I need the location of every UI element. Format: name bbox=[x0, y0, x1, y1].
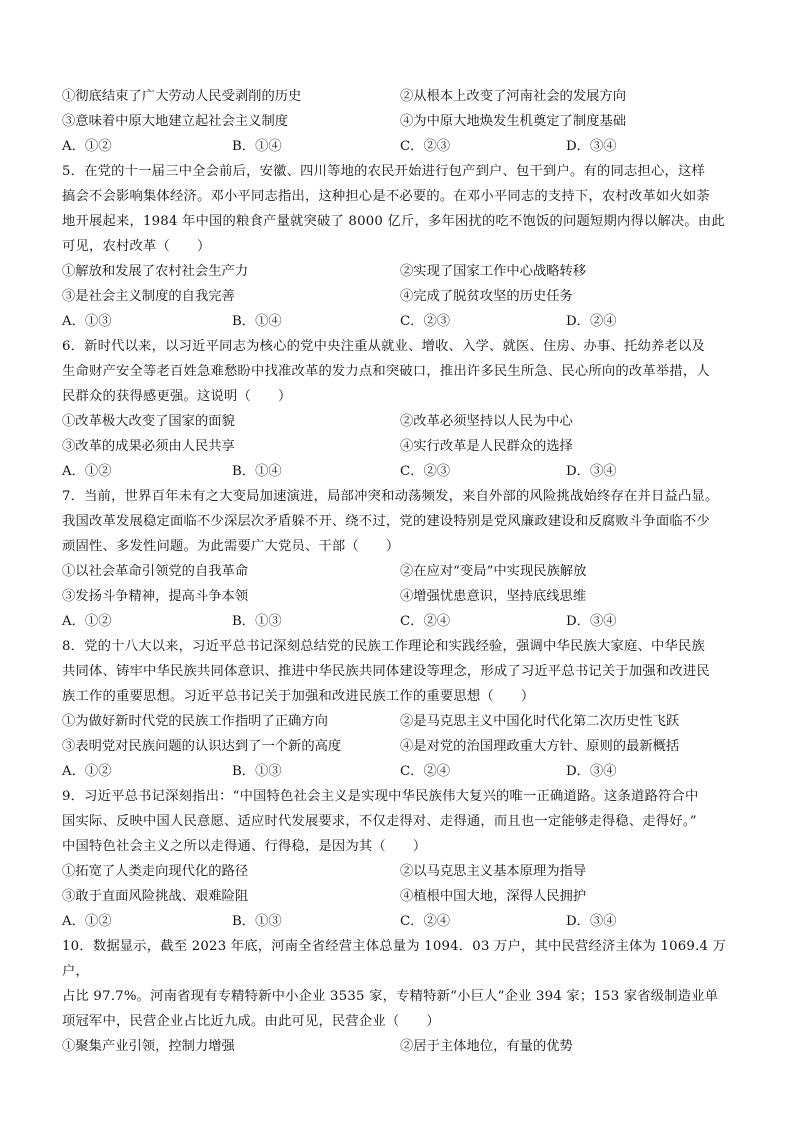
option-2: ②在应对“变局”中实现民族解放 bbox=[400, 564, 587, 579]
options-row bbox=[62, 259, 742, 284]
stem-line: 地开展起来，1984 年中国的粮食产量就突破了 8000 亿斤，多年困扰的吃不饱饭的问题短期内得以解决。由此 bbox=[62, 214, 725, 229]
choice-b: B．①③ bbox=[232, 764, 282, 779]
choice-a: A．①③ bbox=[62, 314, 112, 329]
choice-d: D．③④ bbox=[566, 464, 617, 479]
options-row bbox=[62, 559, 742, 584]
option-4: ④实行改革是人民群众的选择 bbox=[400, 439, 573, 454]
stem-line: 可见，农村改革（ ） bbox=[62, 239, 211, 254]
question-5 bbox=[62, 159, 742, 334]
stem-line: 8．党的十八大以来，习近平总书记深刻总结党的民族工作理论和实践经验，强调中华民族大家庭、中华民族 bbox=[62, 639, 706, 654]
option-4: ④增强忧患意识，坚持底线思维 bbox=[400, 589, 587, 604]
question-6 bbox=[62, 334, 742, 484]
option-2: ②实现了国家工作中心战略转移 bbox=[400, 264, 587, 279]
stem-line: 6．新时代以来，以习近平同志为核心的党中央注重从就业、增收、入学、就医、住房、办事、托幼养老以及 bbox=[62, 339, 706, 354]
options-row bbox=[62, 1034, 742, 1059]
question-stem bbox=[62, 634, 742, 709]
stem-line: 国实际、反映中国人民意愿、适应时代发展要求，不仅走得对、走得通，而且也一定能够走得稳、走得好。” bbox=[62, 814, 697, 829]
options-row bbox=[62, 84, 742, 109]
choice-b: B．①④ bbox=[232, 314, 282, 329]
choice-c: C．②③ bbox=[400, 314, 451, 329]
choice-a: A．①② bbox=[62, 139, 112, 154]
option-2: ②改革必须坚持以人民为中心 bbox=[400, 414, 573, 429]
choice-a: A．①② bbox=[62, 614, 112, 629]
option-4: ④是对党的治国理政重大方针、原则的最新概括 bbox=[400, 739, 680, 754]
option-1: ①改革极大改变了国家的面貌 bbox=[62, 414, 235, 429]
option-4: ④为中原大地焕发生机奠定了制度基础 bbox=[400, 114, 627, 129]
options-row bbox=[62, 434, 742, 459]
choice-c: C．②③ bbox=[400, 464, 451, 479]
option-1: ①为做好新时代党的民族工作指明了正确方向 bbox=[62, 714, 328, 729]
option-1: ①彻底结束了广大劳动人民受剥削的历史 bbox=[62, 89, 302, 104]
option-1: ①聚集产业引领，控制力增强 bbox=[62, 1039, 235, 1054]
choices-row bbox=[62, 459, 742, 484]
stem-line: 族工作的重要思想。习近平总书记关于加强和改进民族工作的重要思想（ ） bbox=[62, 689, 535, 704]
question-7 bbox=[62, 484, 742, 634]
question-4 bbox=[62, 84, 742, 159]
choice-b: B．①③ bbox=[232, 614, 282, 629]
choice-a: A．①② bbox=[62, 764, 112, 779]
stem-line: 10．数据显示，截至 2023 年底，河南全省经营主体总量为 1094．03 万户，其中民营经济主体为 1069.4 万户， bbox=[62, 939, 727, 979]
option-2: ②以马克思主义基本原理为指导 bbox=[400, 864, 587, 879]
options-row bbox=[62, 859, 742, 884]
option-3: ③改革的成果必须由人民共享 bbox=[62, 439, 235, 454]
stem-line: 顽固性、多发性问题。为此需要广大党员、干部（ ） bbox=[62, 539, 400, 554]
option-1: ①以社会革命引领党的自我革命 bbox=[62, 564, 249, 579]
choices-row bbox=[62, 134, 742, 159]
choice-b: B．①③ bbox=[232, 914, 282, 929]
choice-b: B．①④ bbox=[232, 464, 282, 479]
options-row bbox=[62, 284, 742, 309]
option-2: ②居于主体地位，有量的优势 bbox=[400, 1039, 573, 1054]
stem-line: 占比 97.7%。河南省现有专精特新中小企业 3535 家，专精特新“小巨人”企业 394 家；153 家省级制造业单 bbox=[62, 989, 719, 1004]
option-3: ③发扬斗争精神，提高斗争本领 bbox=[62, 589, 249, 604]
stem-line: 中国特色社会主义之所以走得通、行得稳，是因为其（ ） bbox=[62, 839, 427, 854]
options-row bbox=[62, 584, 742, 609]
option-2: ②从根本上改变了河南社会的发展方向 bbox=[400, 89, 627, 104]
question-stem bbox=[62, 484, 742, 559]
question-10 bbox=[62, 934, 742, 1059]
question-8 bbox=[62, 634, 742, 784]
option-1: ①解放和发展了农村社会生产力 bbox=[62, 264, 249, 279]
options-row bbox=[62, 409, 742, 434]
choice-d: D．②④ bbox=[566, 314, 617, 329]
stem-line: 民群众的获得感更强。这说明（ ） bbox=[62, 389, 292, 404]
choice-d: D．③④ bbox=[566, 914, 617, 929]
question-stem bbox=[62, 159, 742, 259]
stem-line: 7．当前，世界百年未有之大变局加速演进，局部冲突和动荡频发，来自外部的风险挑战始终存在并日益凸显。 bbox=[62, 489, 719, 504]
question-stem bbox=[62, 784, 742, 859]
options-row bbox=[62, 734, 742, 759]
options-row bbox=[62, 709, 742, 734]
choices-row bbox=[62, 309, 742, 334]
stem-line: 共同体、铸牢中华民族共同体意识、推进中华民族共同体建设等理念，形成了习近平总书记关于加强和改进民 bbox=[62, 664, 710, 679]
choice-c: C．②③ bbox=[400, 139, 451, 154]
choice-d: D．③④ bbox=[566, 614, 617, 629]
option-3: ③表明党对民族问题的认识达到了一个新的高度 bbox=[62, 739, 342, 754]
stem-line: 9．习近平总书记深刻指出：“中国特色社会主义是实现中华民族伟大复兴的唯一正确道路。这条道路符合中 bbox=[62, 789, 699, 804]
stem-line: 生命财产安全等老百姓急难愁盼中找准改革的发力点和突破口，推出许多民生所急、民心所向的改革举措，人 bbox=[62, 364, 710, 379]
exam-page bbox=[62, 84, 742, 1059]
options-row bbox=[62, 884, 742, 909]
option-4: ④植根中国大地，深得人民拥护 bbox=[400, 889, 587, 904]
choices-row bbox=[62, 759, 742, 784]
choice-c: C．②④ bbox=[400, 764, 451, 779]
stem-line: 5．在党的十一届三中全会前后，安徽、四川等地的农民开始进行包产到户、包干到户。有的同志担心，这样 bbox=[62, 164, 706, 179]
choices-row bbox=[62, 609, 742, 634]
choice-a: A．①② bbox=[62, 914, 112, 929]
options-row bbox=[62, 109, 742, 134]
choice-c: C．②④ bbox=[400, 614, 451, 629]
choice-b: B．①④ bbox=[232, 139, 282, 154]
stem-line: 项冠军中，民营企业占比近九成。由此可见，民营企业（ ） bbox=[62, 1014, 440, 1029]
choice-c: C．②④ bbox=[400, 914, 451, 929]
option-1: ①拓宽了人类走向现代化的路径 bbox=[62, 864, 249, 879]
stem-line: 搞会不会影响集体经济。邓小平同志指出，这种担心是不必要的。在邓小平同志的支持下，农村改革如火如荼 bbox=[62, 189, 710, 204]
choices-row bbox=[62, 909, 742, 934]
stem-line: 我国改革发展稳定面临不少深层次矛盾躲不开、绕不过，党的建设特别是党风廉政建设和反腐败斗争面临不少 bbox=[62, 514, 710, 529]
choice-d: D．③④ bbox=[566, 764, 617, 779]
option-3: ③是社会主义制度的自我完善 bbox=[62, 289, 235, 304]
choice-d: D．③④ bbox=[566, 139, 617, 154]
choice-a: A．①② bbox=[62, 464, 112, 479]
option-3: ③意味着中原大地建立起社会主义制度 bbox=[62, 114, 289, 129]
option-2: ②是马克思主义中国化时代化第二次历史性飞跃 bbox=[400, 714, 680, 729]
option-4: ④完成了脱贫攻坚的历史任务 bbox=[400, 289, 573, 304]
question-stem bbox=[62, 334, 742, 409]
question-stem bbox=[62, 934, 742, 1034]
option-3: ③敢于直面风险挑战、艰难险阻 bbox=[62, 889, 249, 904]
question-9 bbox=[62, 784, 742, 934]
